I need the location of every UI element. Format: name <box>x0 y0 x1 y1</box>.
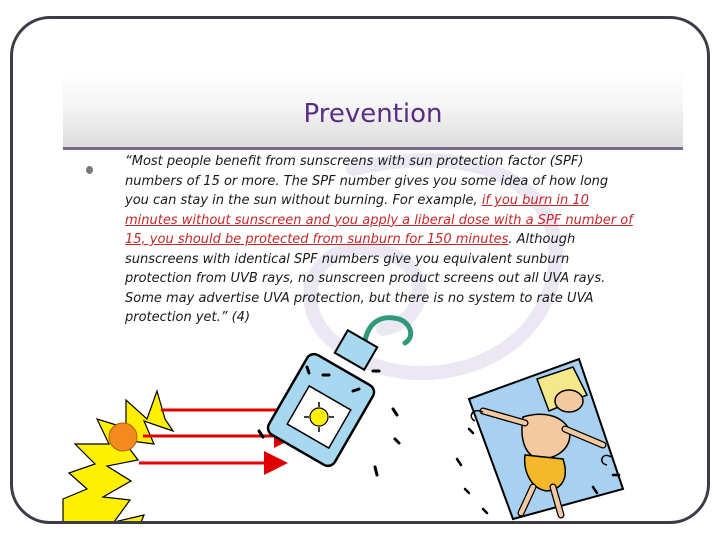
slide-title: Prevention <box>303 99 443 129</box>
sunscreen-clipart <box>13 19 710 524</box>
slide-frame <box>10 16 710 524</box>
bullet-text-highlight: if you burn in 10 minutes without sunscreen and you apply a liberal dose with a SPF number of 15, you should be protected from sunburn for 150 minutes <box>125 193 633 247</box>
bullet-text-intro: “Most people benefit from sunscreens with sun protection factor (SPF) numbers of 15 or more. The SPF number gives you some idea of how long you can stay in the sun without burning. For example, <box>125 154 609 208</box>
sun-icon <box>63 391 173 524</box>
sunscreen-bottle-icon <box>259 318 411 475</box>
bullet-text-rest: . Although sunscreens with identical SPF numbers give you equivalent sunburn protection from UVB rays, no sunscreen product screens out all UVA rays. Some may advertise UVA protection, but there is no system to rate UVA protection yet.” (4) <box>125 232 606 325</box>
sunbather-icon <box>457 359 623 519</box>
